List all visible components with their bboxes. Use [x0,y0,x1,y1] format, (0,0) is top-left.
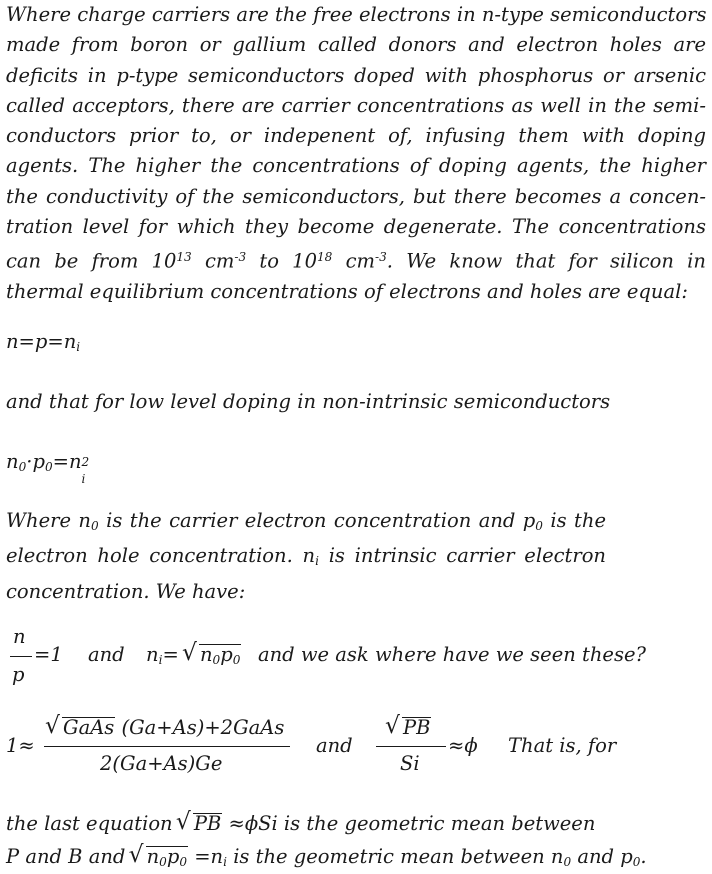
lead-approx: 1≈ [6,734,35,757]
text-line: Where charge carriers are the free electrons in n-type semiconductors [6,3,707,26]
si-denominator: Si [400,752,420,775]
approx-phi: ≈ϕ [448,734,478,757]
final-line-2: P and B and √ $n_0p_0 =n_i$ is the geometric mean between $n_0$ and $p_0$. [6,845,647,869]
low-doping-sentence: and that for low level doping in non-intrinsic semiconductors [6,390,611,413]
equation-mass-action: $n_0\cdot p_0=n$ 2 i [6,450,90,486]
gaas-denominator: 2(Ga+As)Ge [100,752,223,775]
text-line-concentrations: can be from $10^{13}$ $cm^{-3}$ to $10^{18}$ $cm^{-3}$. We know that for silicon in [6,250,706,274]
pb-numerator: √ PB [388,716,431,739]
fraction-bar [376,746,446,747]
that-is-text: That is, for [508,734,617,757]
equation-n-equals-p: $n=p=n_i$ [6,330,81,355]
definitions-paragraph [6,506,606,607]
and-word: and [316,734,353,757]
text-line: made from boron or gallium called donors and electron holes are [6,33,706,57]
equals-one: =1 [34,643,63,666]
gaas-numerator: √ GaAs (Ga+As)+2GaAs [48,716,284,739]
final-line-1: the last equation √ PB ≈ϕSi is the geometric mean between [6,812,595,835]
text-line: agents. The higher the concentrations of doping agents, the higher [6,154,706,178]
question-text: and we ask where have we seen these? [258,643,646,666]
text-line: conductors prior to, or indepenent of, infusing them with doping [6,124,706,148]
fraction-bar [44,746,290,747]
text-line: the conductivity of the semiconductors, but there becomes a concen- [6,184,706,208]
text-line: called acceptors, there are carrier concentrations as well in the semi- [6,93,706,117]
intrinsic-sqrt: $n_i=$ √ $n_0p_0$ [146,643,241,667]
text-line: concentration. We have: [6,579,246,603]
text-line: thermal equilibrium concentrations of electrons and holes are equal: [6,280,688,304]
and-word: and [88,643,125,666]
fraction-denominator: p [12,663,25,686]
intro-paragraph [6,0,706,308]
text-line: electron hole concentration. $n_i$ is intrinsic carrier electron [6,544,606,569]
text-line: deficits in p-type semiconductors doped with phosphorus or arsenic [6,63,706,87]
fraction-bar [10,656,32,657]
text-line: Where $n_0$ is the carrier electron concentration and $p_0$ is the [6,509,606,534]
text-line: tration level for which they become degenerate. The concentrations [6,215,706,239]
fraction-numerator: n [13,625,26,648]
